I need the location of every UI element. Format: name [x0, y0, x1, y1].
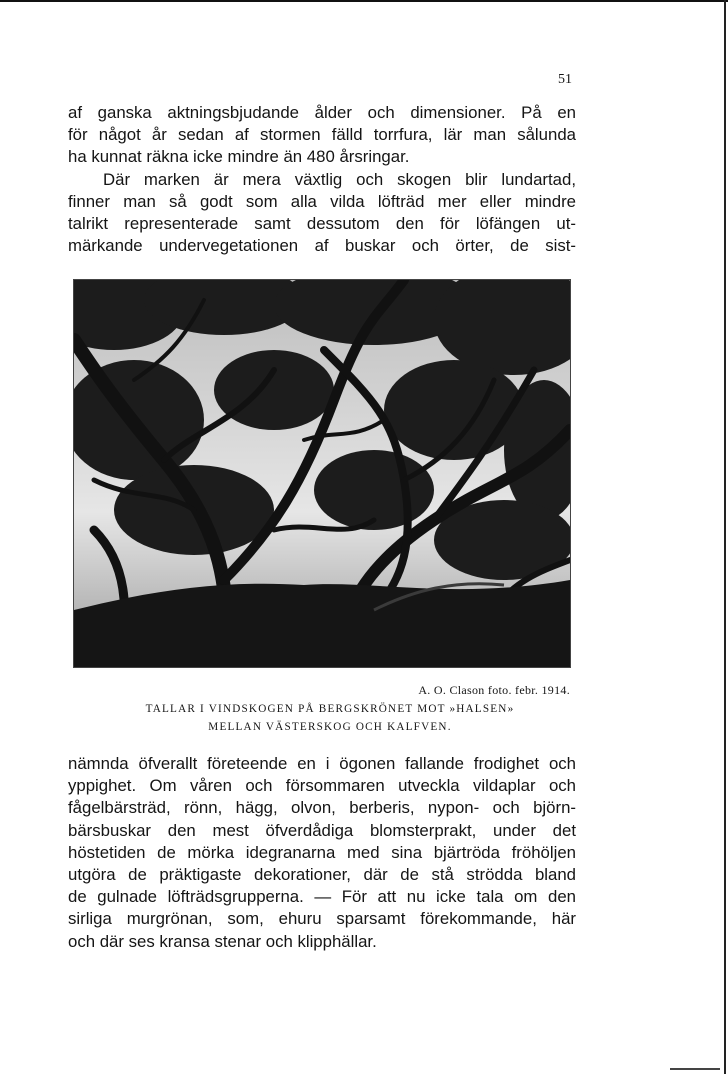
text-line: finner man så godt som alla vilda löfträd mer eller mindre [68, 191, 576, 211]
text-line: och där ses kransa stenar och klipphällar. [68, 931, 377, 951]
text-line: sirliga murgrönan, som, ehuru sparsamt förekommande, här [68, 909, 576, 929]
pine-tree-photo-drawing [74, 280, 570, 667]
text-line: af ganska aktningsbjudande ålder och dimensioner. På en [68, 103, 576, 122]
text-line: märkande undervegetationen af buskar och örter, de sist- [68, 236, 576, 256]
text-line: fågelbärsträd, rönn, hägg, olvon, berberis, nypon- och björn- [68, 798, 576, 818]
scan-edge-top [0, 0, 728, 2]
text-line: höstetiden de mörka idegranarna med sina bjärtröda fröhöljen [68, 842, 576, 862]
photo-credit: A. O. Clason foto. febr. 1914. [418, 683, 570, 697]
scan-edge-right [724, 0, 726, 1074]
text-line: talrikt representerade samt dessutom den för löfängen ut- [68, 213, 576, 233]
text-line: utgöra de präktigaste dekorationer, där de stå strödda bland [68, 864, 576, 884]
text-line: bärsbuskar den mest öfverdådiga blomsterprakt, under det [68, 820, 576, 840]
text-line: de gulnade löfträdsgrupperna. — För att nu icke tala om den [68, 887, 576, 907]
scan-mark [670, 1068, 720, 1070]
text-line: för något år sedan af stormen fälld torrfura, lär man sålunda [68, 125, 576, 145]
figure-caption-line: MELLAN VÄSTERSKOG OCH KALFVEN. [208, 721, 452, 733]
paragraph-top [68, 102, 576, 257]
text-line: yppighet. Om våren och försommaren utveckla vildaplar och [68, 776, 576, 796]
page-number: 51 [558, 72, 572, 87]
pine-tree-photo [73, 279, 571, 668]
paragraph-bottom [68, 753, 576, 953]
figure-caption-line: TALLAR I VINDSKOGEN PÅ BERGSKRÖNET MOT »HALSEN» [145, 703, 515, 715]
text-line: ha kunnat räkna icke mindre än 480 årsringar. [68, 147, 410, 167]
text-line: nämnda öfverallt företeende en i ögonen fallande frodighet och [68, 754, 576, 773]
text-line: Där marken är mera växtlig och skogen blir lundartad, [103, 169, 576, 189]
